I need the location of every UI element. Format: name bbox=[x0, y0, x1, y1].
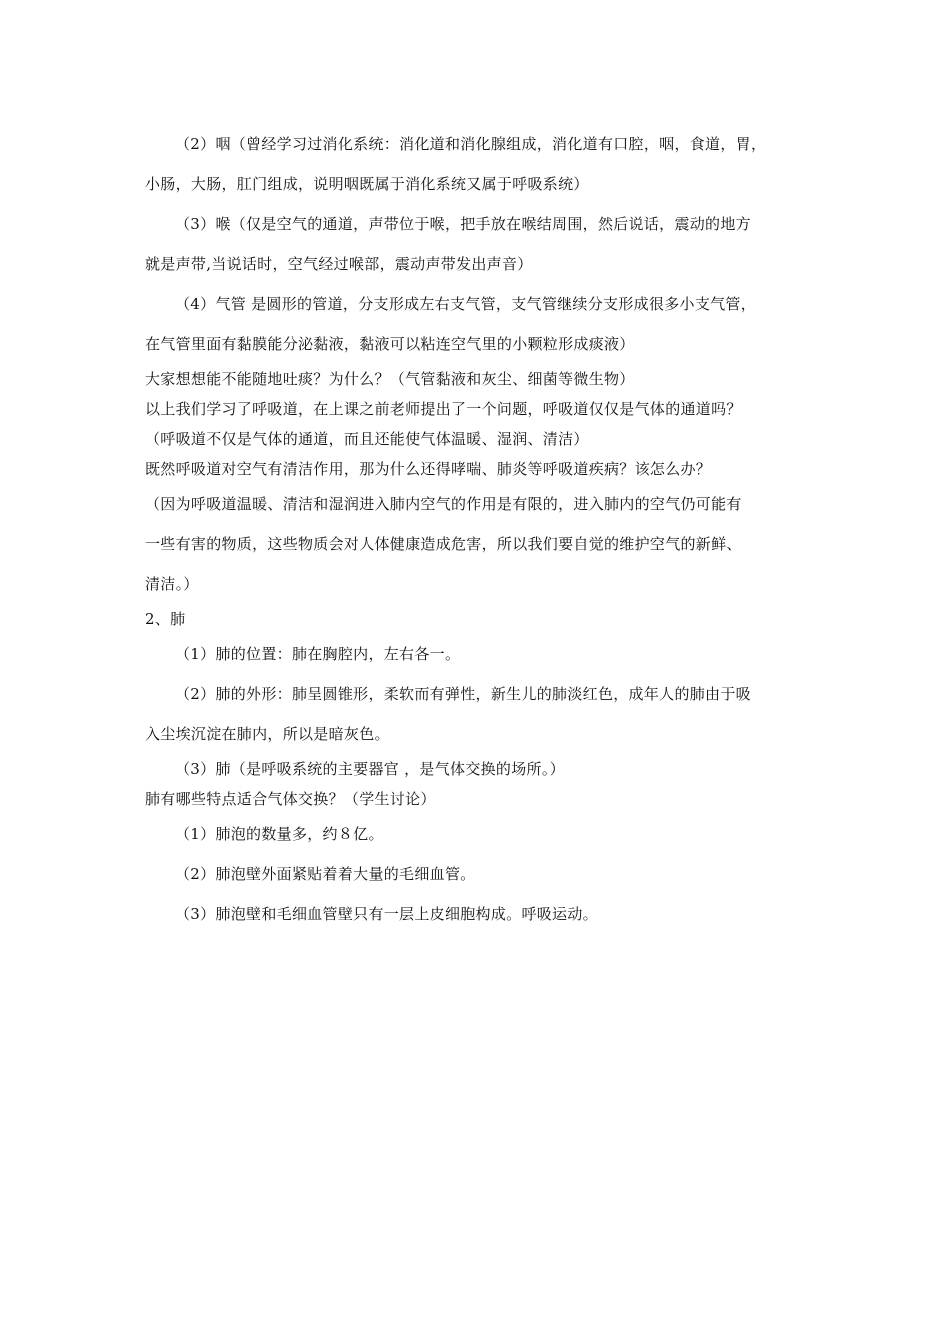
lung-position: （1）肺的位置：肺在胸腔内，左右各一。 bbox=[175, 645, 461, 663]
paragraph-larynx bbox=[145, 204, 815, 284]
text-line: 小肠，大肠，肛门组成，说明咽既属于消化系统又属于呼吸系统） bbox=[145, 175, 589, 193]
section-heading-lung: 2、肺 bbox=[145, 610, 186, 628]
paragraph-lung-shape bbox=[145, 674, 815, 754]
alveoli-capillaries: （2）肺泡壁外面紧贴着着大量的毛细血管。 bbox=[175, 865, 476, 883]
text-line: 入尘埃沉淀在肺内，所以是暗灰色。 bbox=[145, 725, 390, 743]
paragraph-trachea bbox=[145, 284, 815, 364]
question-airway: 以上我们学习了呼吸道，在上课之前老师提出了一个问题，呼吸道仅仅是气体的通道吗？ bbox=[145, 400, 742, 418]
text-line: 就是声带,当说话时，空气经过喉部，震动声带发出声音） bbox=[145, 255, 533, 273]
question-gas-exchange: 肺有哪些特点适合气体交换？（学生讨论） bbox=[145, 790, 436, 808]
text-line: 一些有害的物质，这些物质会对人体健康造成危害，所以我们要自觉的维护空气的新鲜、 bbox=[145, 535, 742, 553]
question-disease: 既然呼吸道对空气有清洁作用，那为什么还得哮喘、肺炎等呼吸道疾病？该怎么办？ bbox=[145, 460, 712, 478]
paragraph-answer-disease bbox=[145, 484, 815, 604]
alveoli-wall: （3）肺泡壁和毛细血管壁只有一层上皮细胞构成。呼吸运动。 bbox=[175, 905, 598, 923]
answer-airway: （呼吸道不仅是气体的通道，而且还能使气体温暖、湿润、清洁） bbox=[145, 430, 589, 448]
document-body bbox=[145, 124, 815, 934]
question-spitting: 大家想想能不能随地吐痰？为什么？（气管黏液和灰尘、细菌等微生物） bbox=[145, 370, 635, 388]
paragraph-pharynx bbox=[145, 124, 815, 204]
text-line: （2）肺的外形：肺呈圆锥形，柔软而有弹性，新生儿的肺淡红色，成年人的肺由于吸 bbox=[175, 685, 751, 703]
text-line: 清洁。） bbox=[145, 575, 199, 593]
text-line: （2）咽（曾经学习过消化系统：消化道和消化腺组成，消化道有口腔，咽，食道，胃， bbox=[175, 135, 767, 153]
text-line: （3）喉（仅是空气的通道，声带位于喉，把手放在喉结周围，然后说话，震动的地方 bbox=[175, 215, 751, 233]
text-line: （4）气管 是圆形的管道，分支形成左右支气管，支气管继续分支形成很多小支气管， bbox=[175, 295, 757, 313]
text-line: 在气管里面有黏膜能分泌黏液，黏液可以粘连空气里的小颗粒形成痰液） bbox=[145, 335, 635, 353]
text-line: （因为呼吸道温暖、清洁和湿润进入肺内空气的作用是有限的，进入肺内的空气仍可能有 bbox=[145, 495, 742, 513]
alveoli-count: （1）肺泡的数量多，约８亿。 bbox=[175, 825, 384, 843]
lung-function: （3）肺（是呼吸系统的主要器官 ，是气体交换的场所。） bbox=[175, 760, 565, 778]
